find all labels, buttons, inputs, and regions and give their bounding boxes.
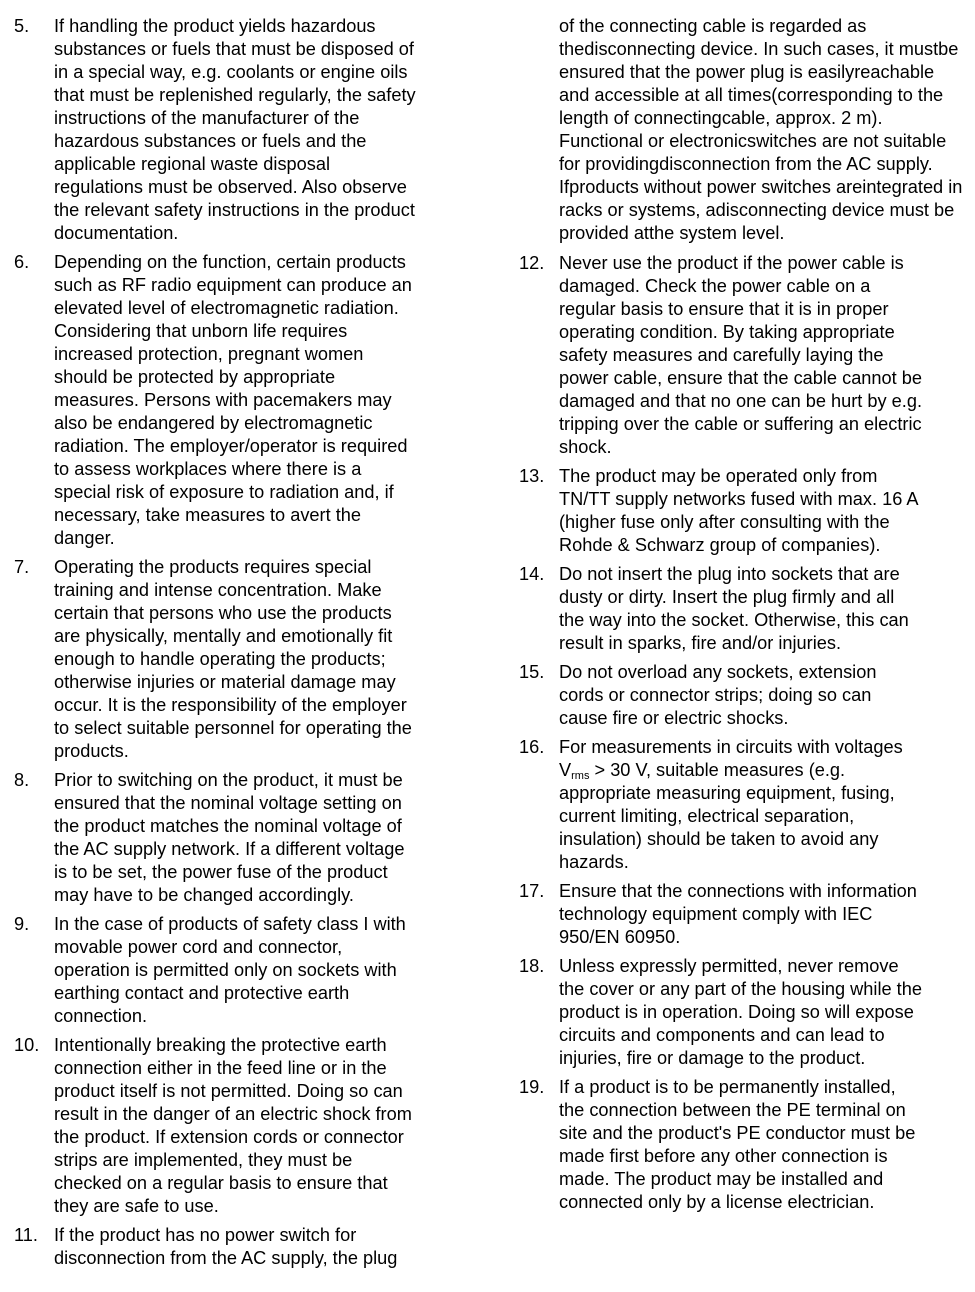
list-item-14 bbox=[519, 563, 967, 655]
list-item-13 bbox=[519, 465, 967, 557]
item-text-line: safety measures and carefully laying the bbox=[559, 345, 884, 365]
list-item-11 bbox=[14, 1224, 459, 1270]
list-item-6 bbox=[14, 251, 459, 550]
item-text bbox=[54, 251, 459, 550]
list-item-5 bbox=[14, 15, 459, 245]
item-text-line: certain that persons who use the products bbox=[54, 603, 392, 623]
item-number: 5. bbox=[14, 16, 30, 36]
item-text-line: Intentionally breaking the protective earth bbox=[54, 1035, 387, 1055]
item-text-line: in a special way, e.g. coolants or engine oils bbox=[54, 62, 408, 82]
list-item-19 bbox=[519, 1076, 967, 1214]
item-text bbox=[54, 1224, 459, 1270]
item-text-line: reachable and accessible at all times bbox=[559, 62, 935, 105]
item-text-line: strips are implemented, they must be bbox=[54, 1150, 353, 1170]
item-text-line: hazardous substances or fuels and the bbox=[54, 131, 367, 151]
item-text-line: Never use the product if the power cable is bbox=[559, 253, 904, 273]
item-text-line: are physically, mentally and emotionally fit bbox=[54, 626, 393, 646]
item-text-line: earthing contact and protective earth bbox=[54, 983, 350, 1003]
item-text-line: Ensure that the connections with information bbox=[559, 881, 917, 901]
item-text-line: Considering that unborn life requires bbox=[54, 321, 348, 341]
item-text-line: danger. bbox=[54, 528, 115, 548]
item-text-line: Do not insert the plug into sockets that are bbox=[559, 564, 900, 584]
item-text-line: damaged. Check the power cable on a bbox=[559, 276, 871, 296]
item-text-line: site and the product's PE conductor must be bbox=[559, 1123, 916, 1143]
item-number: 10. bbox=[14, 1035, 40, 1055]
right-column bbox=[519, 15, 967, 1220]
vrms-line bbox=[559, 759, 967, 782]
item-text-line: the system level. bbox=[649, 223, 785, 243]
vrms-symbol: V bbox=[559, 760, 572, 780]
item-text-line: the cover or any part of the housing while the bbox=[559, 979, 922, 999]
item-text-line: the product matches the nominal voltage of bbox=[54, 816, 402, 836]
list-item-15 bbox=[519, 661, 967, 730]
item-text-line: also be endangered by electromagnetic bbox=[54, 413, 373, 433]
item-text-line: Unless expressly permitted, never remove bbox=[559, 956, 899, 976]
item-number: 9. bbox=[14, 914, 30, 934]
item-text-line: Depending on the function, certain products bbox=[54, 252, 406, 272]
item-text bbox=[54, 556, 459, 763]
list-item-8 bbox=[14, 769, 459, 907]
item-text-line: switches are not suitable for providing bbox=[559, 131, 947, 174]
item-text-line: special risk of exposure to radiation and, if bbox=[54, 482, 394, 502]
item-text-line: applicable regional waste disposal bbox=[54, 154, 331, 174]
item-text bbox=[54, 15, 459, 245]
item-text bbox=[559, 661, 967, 730]
item-11-continuation bbox=[519, 15, 967, 245]
item-text-line: disconnecting device. In such cases, it must bbox=[584, 39, 939, 59]
list-item-10 bbox=[14, 1034, 459, 1218]
item-text bbox=[559, 1076, 967, 1214]
item-text-line: necessary, take measures to avert the bbox=[54, 505, 361, 525]
item-number: 8. bbox=[14, 770, 30, 790]
item-text-line: enough to handle operating the products; bbox=[54, 649, 386, 669]
item-number: 6. bbox=[14, 252, 30, 272]
item-text-line: If handling the product yields hazardous bbox=[54, 16, 376, 36]
item-number: 7. bbox=[14, 557, 30, 577]
item-text bbox=[54, 1034, 459, 1218]
item-text-line: the AC supply network. If a different voltage bbox=[54, 839, 405, 859]
item-number: 15. bbox=[519, 662, 545, 682]
item-text-line: regular basis to ensure that it is in proper bbox=[559, 299, 889, 319]
item-number: 17. bbox=[519, 881, 545, 901]
item-text-line: such as RF radio equipment can produce an bbox=[54, 275, 412, 295]
item-text-line: insulation) should be taken to avoid any bbox=[559, 829, 879, 849]
item-text bbox=[559, 465, 967, 557]
item-text-line: In the case of products of safety class I with bbox=[54, 914, 406, 934]
list-item-7 bbox=[14, 556, 459, 763]
item-number: 11. bbox=[14, 1225, 38, 1245]
item-number: 12. bbox=[519, 253, 545, 273]
list-item-17 bbox=[519, 880, 967, 949]
item-text-line: Do not overload any sockets, extension bbox=[559, 662, 877, 682]
item-text-line: increased protection, pregnant women bbox=[54, 344, 364, 364]
item-text-line: operation is permitted only on sockets with bbox=[54, 960, 397, 980]
item-text-line: damaged and that no one can be hurt by e.g. bbox=[559, 391, 923, 411]
item-text-line: made first before any other connection is bbox=[559, 1146, 888, 1166]
item-text-line: (corresponding to the length of connecting bbox=[559, 85, 944, 128]
item-text bbox=[559, 880, 967, 949]
item-text-line: that must be replenished regularly, the safety bbox=[54, 85, 416, 105]
item-text-line: shock. bbox=[559, 437, 612, 457]
list-item-18 bbox=[519, 955, 967, 1070]
item-text-line: to assess workplaces where there is a bbox=[54, 459, 362, 479]
item-text-line: For measurements in circuits with voltages bbox=[559, 737, 903, 757]
item-text-line: tripping over the cable or suffering an electric bbox=[559, 414, 922, 434]
item-number: 14. bbox=[519, 564, 545, 584]
item-text-line: should be protected by appropriate bbox=[54, 367, 336, 387]
item-text-line: the way into the socket. Otherwise, this can bbox=[559, 610, 909, 630]
item-text-line: Rohde & Schwarz group of companies). bbox=[559, 535, 881, 555]
item-text-line: elevated level of electromagnetic radiation. bbox=[54, 298, 399, 318]
item-text-line: cords or connector strips; doing so can bbox=[559, 685, 872, 705]
item-text-line: movable power cord and connector, bbox=[54, 937, 343, 957]
item-text-line: cause fire or electric shocks. bbox=[559, 708, 789, 728]
item-text-line: technology equipment comply with IEC bbox=[559, 904, 873, 924]
item-text-line: be ensured that the power plug is easily bbox=[559, 39, 959, 82]
item-number: 18. bbox=[519, 956, 545, 976]
item-text bbox=[54, 913, 459, 1028]
vrms-subscript: rms bbox=[571, 770, 590, 782]
item-number: 19. bbox=[519, 1077, 545, 1097]
item-text-line: result in sparks, fire and/or injuries. bbox=[559, 633, 842, 653]
item-text-line: to select suitable personnel for operating the bbox=[54, 718, 412, 738]
item-text-line: the connection between the PE terminal on bbox=[559, 1100, 906, 1120]
item-text-line: connected only by a license electrician. bbox=[559, 1192, 875, 1212]
item-text-line: If the product has no power switch for bbox=[54, 1225, 357, 1245]
vrms-rest: > 30 V, suitable measures (e.g. bbox=[589, 760, 846, 780]
item-text-line: regulations must be observed. Also observe bbox=[54, 177, 407, 197]
left-column bbox=[14, 15, 459, 1276]
item-text-line: If a product is to be permanently installed, bbox=[559, 1077, 896, 1097]
item-text-line: the relevant safety instructions in the product bbox=[54, 200, 415, 220]
item-text bbox=[559, 955, 967, 1070]
item-text-line: made. The product may be installed and bbox=[559, 1169, 884, 1189]
item-text-line: disconnecting device must be provided at bbox=[559, 200, 955, 243]
item-text-line: disconnection from the AC supply. If bbox=[559, 154, 933, 197]
item-text-line: integrated in racks or systems, a bbox=[559, 177, 963, 220]
item-text-line: (higher fuse only after consulting with the bbox=[559, 512, 890, 532]
item-text-line: measures. Persons with pacemakers may bbox=[54, 390, 392, 410]
item-text-line: connection either in the feed line or in the bbox=[54, 1058, 387, 1078]
item-text-line: may have to be changed accordingly. bbox=[54, 885, 354, 905]
item-text-line: the product. If extension cords or connector bbox=[54, 1127, 404, 1147]
item-text-line: hazards. bbox=[559, 852, 629, 872]
item-text-line: instructions of the manufacturer of the bbox=[54, 108, 360, 128]
item-text-line: connection. bbox=[54, 1006, 148, 1026]
item-text-line: substances or fuels that must be disposed of bbox=[54, 39, 414, 59]
item-text-line: training and intense concentration. Make bbox=[54, 580, 382, 600]
item-text-line: TN/TT supply networks fused with max. 16 A bbox=[559, 489, 919, 509]
item-text-line: circuits and components and can lead to bbox=[559, 1025, 885, 1045]
item-text-line: disconnection from the AC supply, the plug bbox=[54, 1248, 398, 1268]
item-text-line: is to be set, the power fuse of the product bbox=[54, 862, 388, 882]
item-text bbox=[559, 563, 967, 655]
item-number: 16. bbox=[519, 737, 545, 757]
item-text-line: operating condition. By taking appropriate bbox=[559, 322, 895, 342]
item-text-line: otherwise injuries or material damage may bbox=[54, 672, 396, 692]
item-number: 13. bbox=[519, 466, 545, 486]
item-text-line: appropriate measuring equipment, fusing, bbox=[559, 783, 895, 803]
item-text-line: 950/EN 60950. bbox=[559, 927, 681, 947]
item-text bbox=[54, 769, 459, 907]
item-text-line: products without power switches are bbox=[569, 177, 863, 197]
item-text-line: current limiting, electrical separation, bbox=[559, 806, 855, 826]
item-text-line: product is in operation. Doing so will expose bbox=[559, 1002, 914, 1022]
item-text-line: product itself is not permitted. Doing so can bbox=[54, 1081, 403, 1101]
item-text-line: they are safe to use. bbox=[54, 1196, 219, 1216]
item-text-line: ensured that the nominal voltage setting on bbox=[54, 793, 402, 813]
item-text-line: result in the danger of an electric shock from bbox=[54, 1104, 412, 1124]
item-text-line: injuries, fire or damage to the product. bbox=[559, 1048, 866, 1068]
item-text-line: checked on a regular basis to ensure that bbox=[54, 1173, 388, 1193]
item-text-line: dusty or dirty. Insert the plug firmly and all bbox=[559, 587, 895, 607]
item-text-line: Operating the products requires special bbox=[54, 557, 372, 577]
item-text-line: products. bbox=[54, 741, 129, 761]
item-text bbox=[559, 736, 967, 874]
list-item-9 bbox=[14, 913, 459, 1028]
item-text-line: power cable, ensure that the cable cannot be bbox=[559, 368, 922, 388]
item-text-line: cable, approx. 2 m). Functional or electronic bbox=[559, 108, 883, 151]
item-text bbox=[559, 252, 967, 459]
list-item-16 bbox=[519, 736, 967, 874]
item-text-line: Prior to switching on the product, it must be bbox=[54, 770, 403, 790]
item-text-line: documentation. bbox=[54, 223, 179, 243]
item-text-line: radiation. The employer/operator is required bbox=[54, 436, 408, 456]
item-text-line: of the connecting cable is regarded as the bbox=[559, 16, 867, 59]
list-item-12 bbox=[519, 252, 967, 459]
item-text-line: occur. It is the responsibility of the employer bbox=[54, 695, 407, 715]
item-text-line: The product may be operated only from bbox=[559, 466, 878, 486]
